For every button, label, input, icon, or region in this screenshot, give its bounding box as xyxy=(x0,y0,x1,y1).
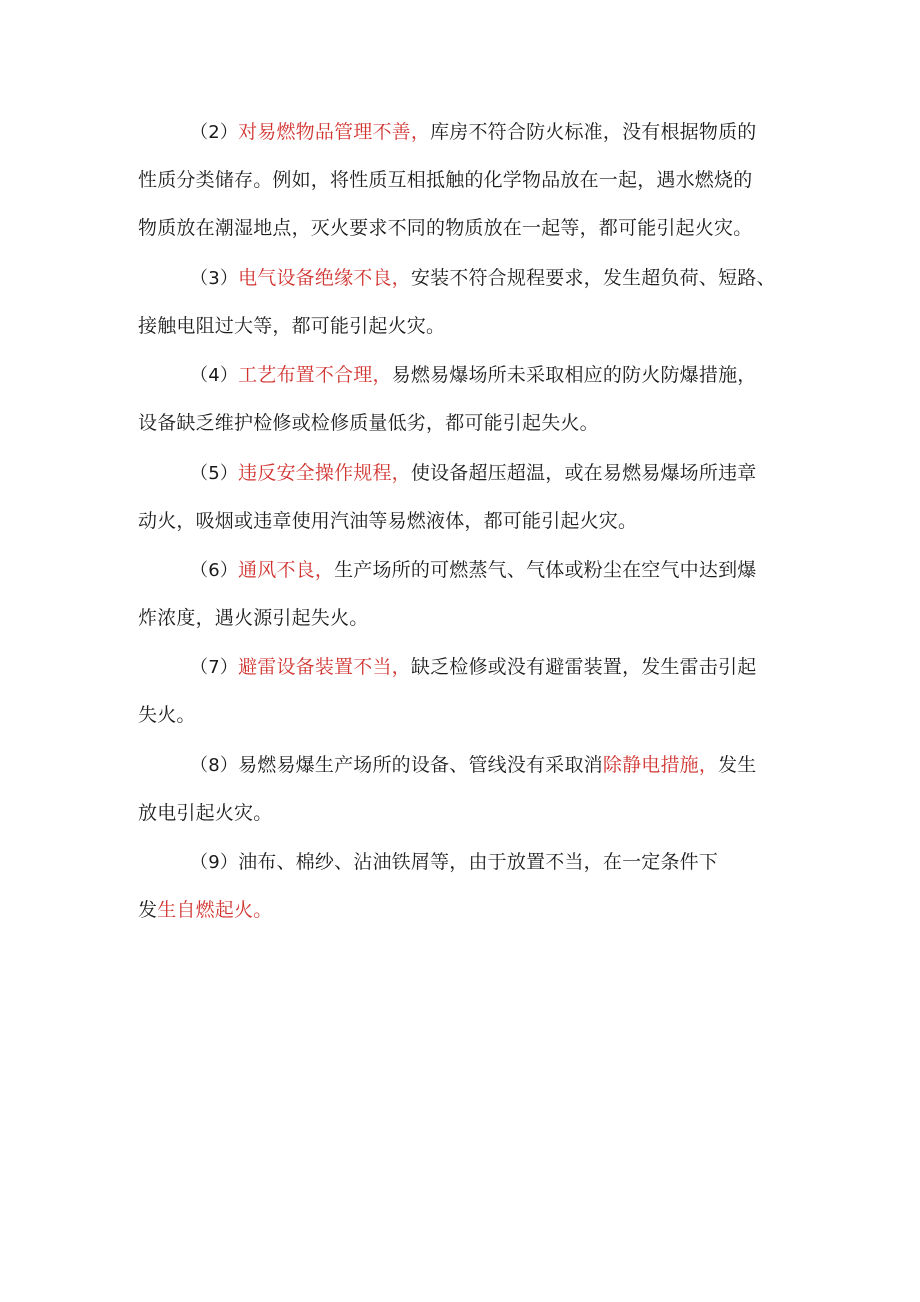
paragraph-line xyxy=(138,789,798,837)
highlighted-text: 避雷设备装置不当， xyxy=(238,656,411,678)
item-number: （5） xyxy=(190,463,239,484)
highlighted-text: 通风不良， xyxy=(238,559,335,581)
paragraph-line xyxy=(138,156,798,204)
body-text: 缺乏检修或没有避雷装置，发生雷击引起 xyxy=(410,656,757,678)
paragraph-7 xyxy=(138,643,798,739)
body-text: 放电引起火灾。 xyxy=(138,802,273,824)
body-text: 发生 xyxy=(718,754,757,776)
paragraph-line xyxy=(138,302,798,350)
body-text: 性质分类储存。例如，将性质互相抵触的化学物品放在一起，遇水燃烧的 xyxy=(138,169,753,191)
paragraph-3 xyxy=(138,254,798,350)
body-text: 物质放在潮湿地点，灭火要求不同的物质放在一起等，都可能引起火灾。 xyxy=(138,217,753,239)
paragraph-line xyxy=(138,204,798,252)
body-text: 接触电阻过大等，都可能引起火灾。 xyxy=(138,315,446,337)
item-number: （6） xyxy=(190,560,239,581)
item-number: （9） xyxy=(190,852,239,873)
item-number: （2） xyxy=(190,122,239,143)
highlighted-text: 电气设备绝缘不良， xyxy=(238,267,411,289)
paragraph-line xyxy=(138,546,798,594)
paragraph-2 xyxy=(138,108,798,252)
paragraph-line xyxy=(138,594,798,642)
paragraph-line xyxy=(138,691,798,739)
body-text: 设备缺乏维护检修或检修质量低劣，都可能引起失火。 xyxy=(138,412,599,434)
body-text: 使设备超压超温，或在易燃易爆场所违章 xyxy=(410,462,757,484)
paragraph-6 xyxy=(138,546,798,642)
paragraph-line xyxy=(138,497,798,545)
paragraph-9 xyxy=(138,838,798,934)
highlighted-text: 工艺布置不合理， xyxy=(238,364,392,386)
item-number: （7） xyxy=(190,657,239,678)
body-text: 生产场所的可燃蒸气、气体或粉尘在空气中达到爆 xyxy=(334,559,757,581)
body-text: 油布、棉纱、沾油铁屑等，由于放置不当，在一定条件下 xyxy=(238,851,719,873)
highlighted-text: 违反安全操作规程， xyxy=(238,462,411,484)
paragraph-line xyxy=(138,741,798,789)
paragraph-line xyxy=(138,643,798,691)
highlighted-text: 对易燃物品管理不善， xyxy=(238,121,431,143)
paragraph-line xyxy=(138,886,798,934)
item-number: （3） xyxy=(190,268,239,289)
highlighted-text: 除静电措施， xyxy=(602,754,719,776)
paragraph-4 xyxy=(138,351,798,447)
paragraph-line xyxy=(138,399,798,447)
highlighted-text: 生自燃起火。 xyxy=(157,899,273,921)
body-text: 失火。 xyxy=(138,704,196,726)
item-number: （8） xyxy=(190,755,239,776)
item-number: （4） xyxy=(190,365,239,386)
body-text: 炸浓度，遇火源引起失火。 xyxy=(138,607,369,629)
paragraph-line xyxy=(138,254,798,302)
body-text: 易燃易爆场所未采取相应的防火防爆措施， xyxy=(391,364,757,386)
body-text: 安装不符合规程要求，发生超负荷、短路、 xyxy=(410,267,776,289)
paragraph-line xyxy=(138,449,798,497)
body-text: 易燃易爆生产场所的设备、管线没有采取消 xyxy=(238,754,603,776)
paragraph-line xyxy=(138,351,798,399)
body-text: 动火，吸烟或违章使用汽油等易燃液体，都可能引起火灾。 xyxy=(138,510,638,532)
paragraph-8 xyxy=(138,741,798,837)
paragraph-line xyxy=(138,838,798,886)
body-text: 发 xyxy=(138,899,158,921)
body-text: 库房不符合防火标准，没有根据物质的 xyxy=(430,121,757,143)
paragraph-line xyxy=(138,108,798,156)
paragraph-5 xyxy=(138,449,798,545)
